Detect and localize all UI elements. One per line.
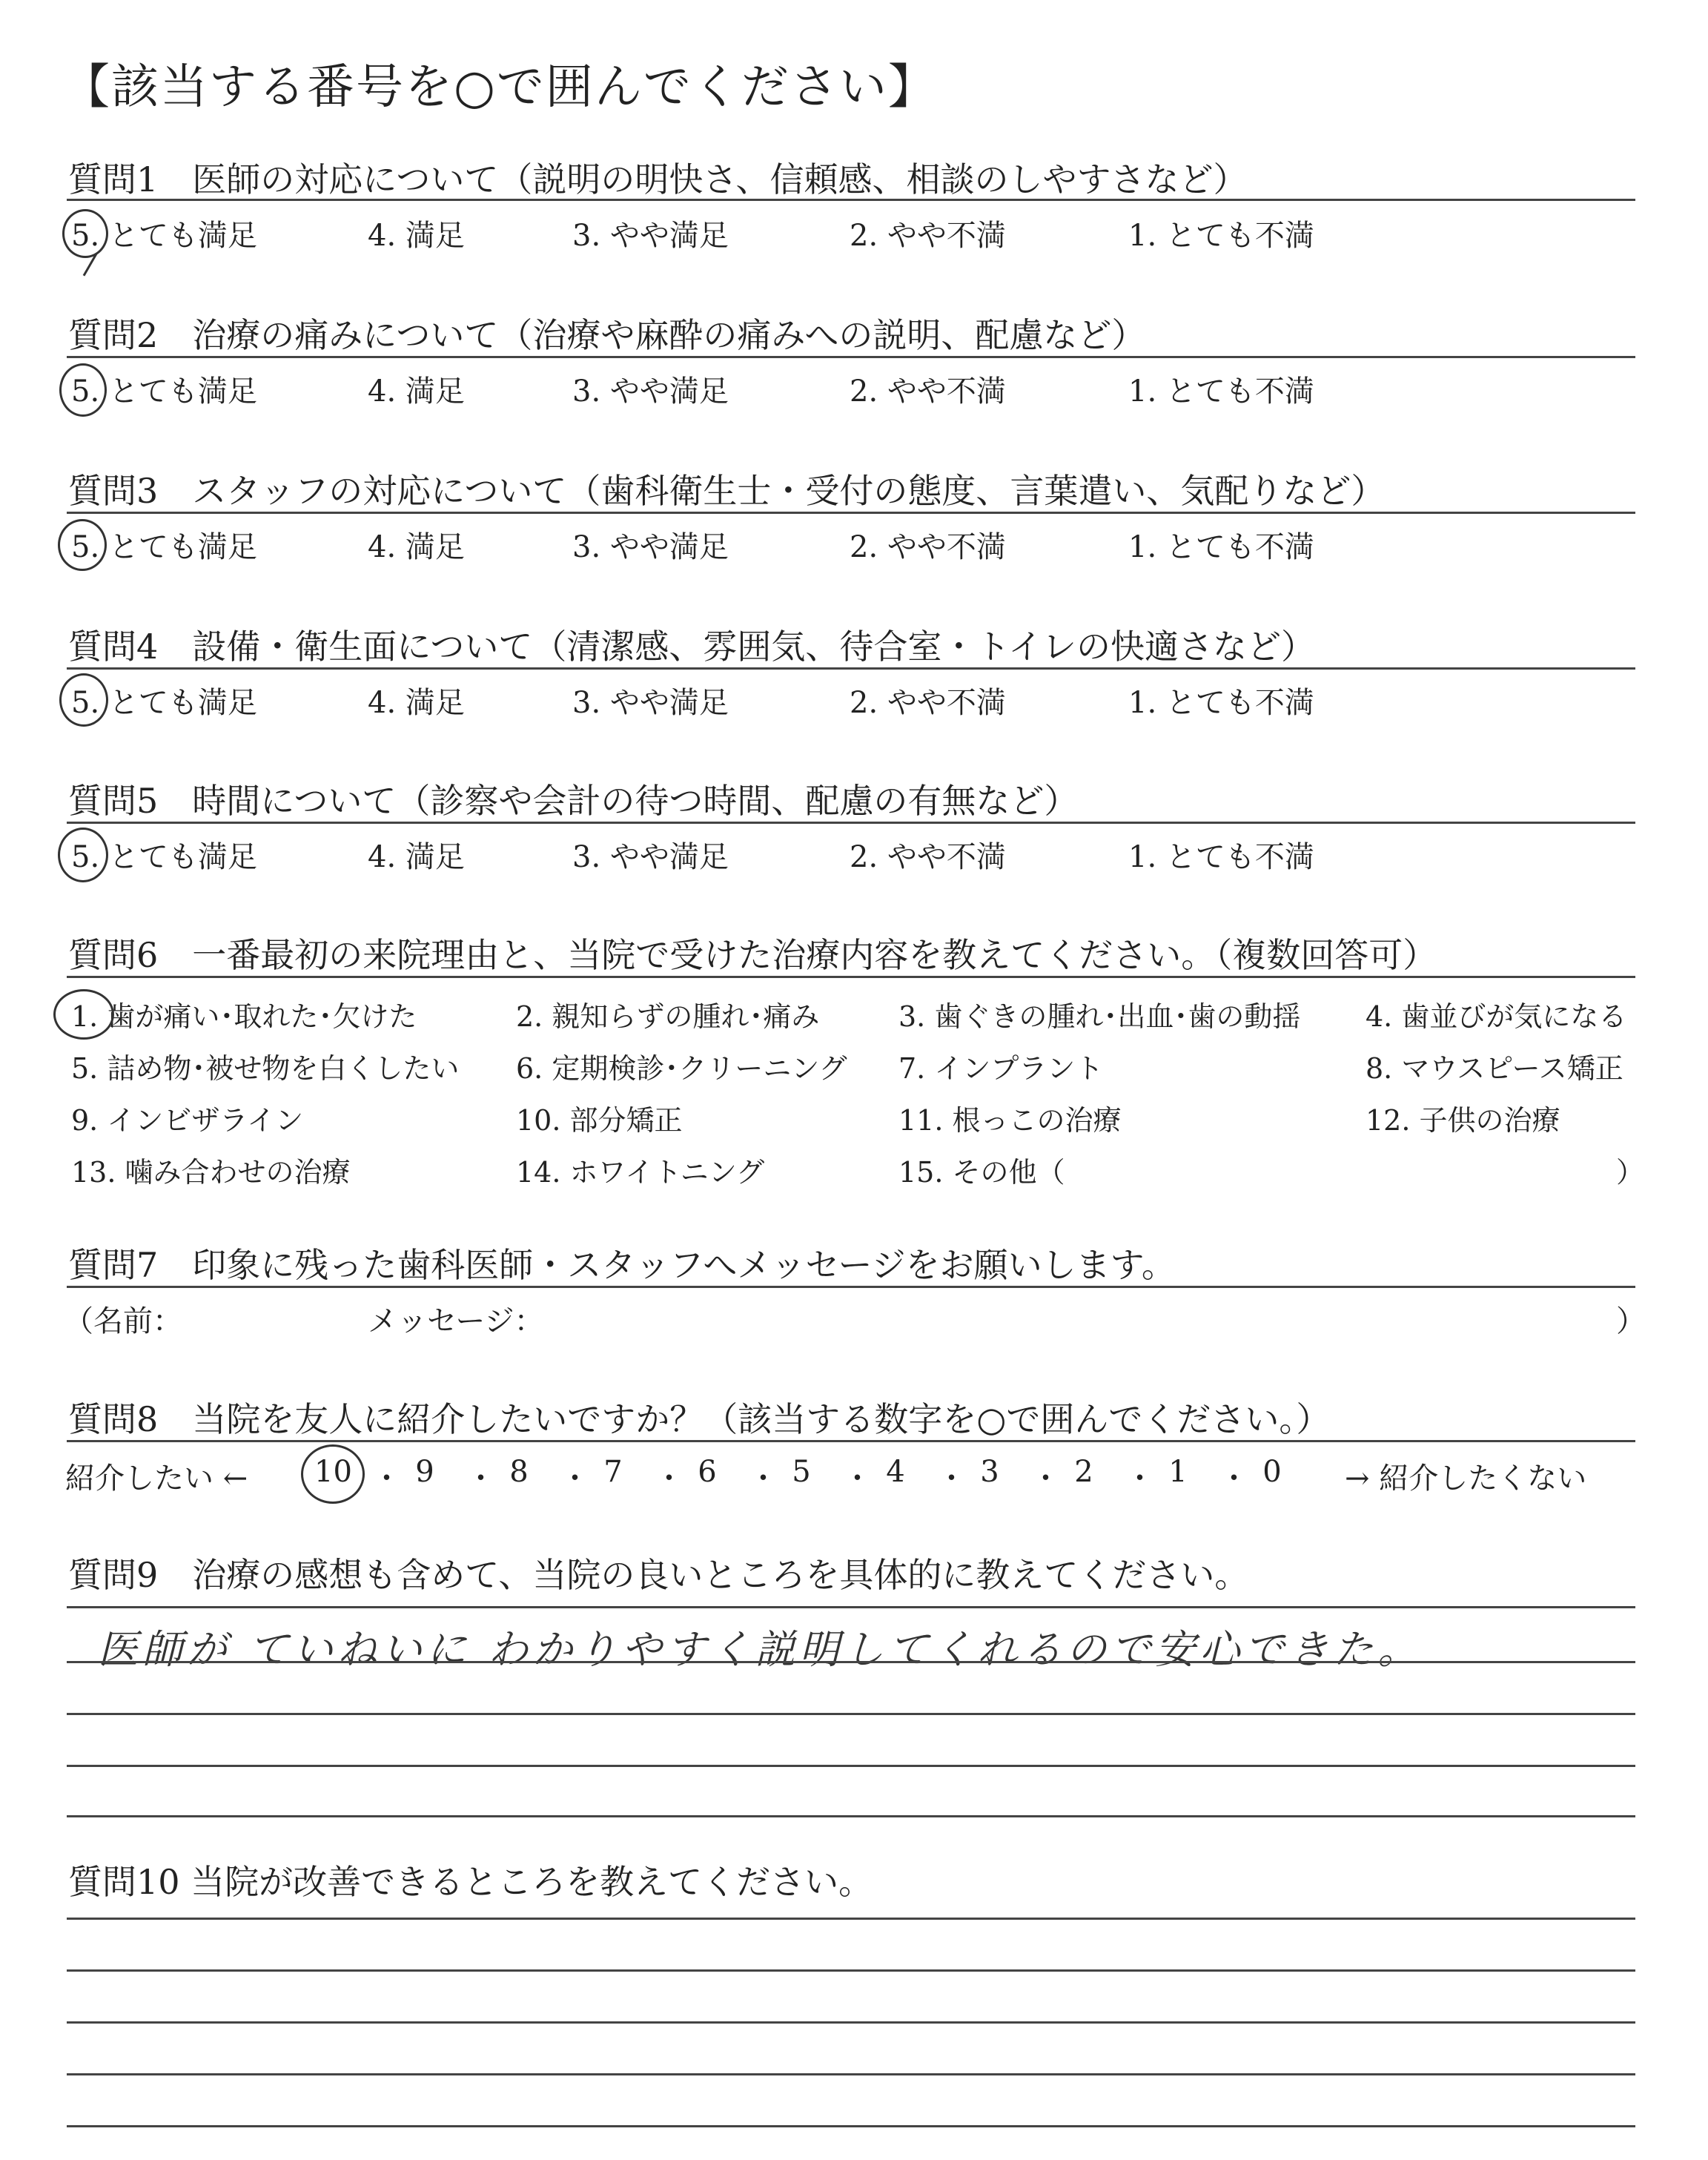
question-5-title: 質問5 時間について（診察や会計の待つ時間、配慮の有無など） xyxy=(68,781,1079,821)
question-3-title: 質問3 スタッフの対応について（歯科衛生士・受付の態度、言葉遣い、気配りなど） xyxy=(68,471,1386,511)
q2-option-2[interactable]: 2. やや不満 xyxy=(850,374,1006,409)
q1-option-1[interactable]: 1. とても不満 xyxy=(1128,219,1314,253)
q6-option-12[interactable]: 12. 子供の治療 xyxy=(1366,1104,1560,1137)
question-4-title: 質問4 設備・衛生面について（清潔感、雰囲気、待合室・トイレの快適さなど） xyxy=(68,627,1316,667)
q8-scale-separator: ・ xyxy=(466,1462,496,1496)
q8-left-label: 紹介したい ← xyxy=(65,1462,248,1496)
q1-option-2[interactable]: 2. やや不満 xyxy=(850,219,1006,253)
q4-option-5[interactable]: 5. とても満足 xyxy=(71,686,257,720)
q8-scale-separator: ・ xyxy=(936,1462,967,1496)
question-1-title: 質問1 医師の対応について（説明の明快さ、信頼感、相談のしやすさなど） xyxy=(68,159,1248,199)
q3-option-2[interactable]: 2. やや不満 xyxy=(850,530,1006,564)
q8-scale-separator: ・ xyxy=(560,1462,590,1496)
question-7-rule xyxy=(67,1286,1635,1288)
q9-line-1 xyxy=(67,1606,1635,1608)
q8-selection-circle xyxy=(301,1444,365,1504)
q4-selection-circle xyxy=(59,673,108,727)
q6-selection-circle xyxy=(53,989,114,1040)
question-2-rule xyxy=(67,356,1635,358)
q8-scale-separator: ・ xyxy=(1030,1462,1061,1496)
q8-scale-6[interactable]: 6 xyxy=(698,1455,717,1489)
q6-option-8[interactable]: 8. マウスピース矯正 xyxy=(1366,1052,1623,1085)
q7-message-label: メッセージ： xyxy=(368,1304,544,1338)
q8-scale-separator: ・ xyxy=(1219,1462,1249,1496)
q2-option-4[interactable]: 4. 満足 xyxy=(368,374,465,409)
q8-scale-2[interactable]: 2 xyxy=(1074,1455,1093,1489)
q5-option-2[interactable]: 2. やや不満 xyxy=(850,840,1006,874)
q9-handwritten-answer[interactable]: 医師が ていねいに わかりやすく説明してくれるので安心できた。 xyxy=(98,1626,1423,1673)
q2-option-5[interactable]: 5. とても満足 xyxy=(71,374,257,409)
q6-option-11[interactable]: 11. 根っこの治療 xyxy=(898,1104,1122,1137)
q6-option-5[interactable]: 5. 詰め物･被せ物を白くしたい xyxy=(71,1052,460,1085)
q9-line-2 xyxy=(67,1661,1635,1663)
q6-option-14[interactable]: 14. ホワイトニング xyxy=(516,1156,765,1189)
q2-option-1[interactable]: 1. とても不満 xyxy=(1128,374,1314,409)
q6-option-4[interactable]: 4. 歯並びが気になる xyxy=(1366,1000,1627,1033)
q5-option-1[interactable]: 1. とても不満 xyxy=(1128,840,1314,874)
q7-name-label: （名前： xyxy=(64,1304,182,1338)
q2-selection-circle xyxy=(59,363,107,417)
question-7-title: 質問7 印象に残った歯科医師・スタッフへメッセージをお願いします。 xyxy=(68,1245,1176,1285)
q6-option-10[interactable]: 10. 部分矯正 xyxy=(516,1104,683,1137)
page-title: 【該当する番号を○で囲んでください】 xyxy=(62,60,937,115)
q6-option-9[interactable]: 9. インビザライン xyxy=(71,1104,304,1137)
q8-scale-5[interactable]: 5 xyxy=(792,1455,811,1489)
q8-scale-separator: ・ xyxy=(371,1462,402,1496)
question-6-rule xyxy=(67,976,1635,978)
question-8-title: 質問8 当院を友人に紹介したいですか？（該当する数字を○で囲んでください。） xyxy=(68,1399,1331,1439)
q10-line-1 xyxy=(67,1918,1635,1920)
q8-scale-7[interactable]: 7 xyxy=(603,1455,623,1489)
q10-line-4 xyxy=(67,2073,1635,2075)
question-9-title: 質問9 治療の感想も含めて、当院の良いところを具体的に教えてください。 xyxy=(68,1555,1249,1595)
q8-scale-0[interactable]: 0 xyxy=(1262,1455,1282,1489)
q3-option-1[interactable]: 1. とても不満 xyxy=(1128,530,1314,564)
q8-scale-separator: ・ xyxy=(842,1462,873,1496)
question-3-rule xyxy=(67,512,1635,514)
q5-option-3[interactable]: 3. やや満足 xyxy=(572,840,729,874)
q4-option-4[interactable]: 4. 満足 xyxy=(368,686,465,720)
q1-option-3[interactable]: 3. やや満足 xyxy=(572,219,729,253)
q6-option-3[interactable]: 3. 歯ぐきの腫れ･出血･歯の動揺 xyxy=(898,1000,1301,1033)
q8-scale-separator: ・ xyxy=(654,1462,684,1496)
q8-scale-10[interactable]: 10 xyxy=(314,1455,352,1489)
q10-line-3 xyxy=(67,2021,1635,2024)
q6-option-1[interactable]: 1. 歯が痛い･取れた･欠けた xyxy=(71,1000,417,1033)
q8-scale-9[interactable]: 9 xyxy=(415,1455,434,1489)
q1-option-5[interactable]: 5. とても満足 xyxy=(71,219,257,253)
q8-scale-4[interactable]: 4 xyxy=(886,1455,905,1489)
q6-other-close-paren: ） xyxy=(1616,1156,1645,1189)
q5-option-5[interactable]: 5. とても満足 xyxy=(71,840,257,874)
q8-scale-8[interactable]: 8 xyxy=(509,1455,529,1489)
question-4-rule xyxy=(67,667,1635,670)
q5-selection-circle xyxy=(58,828,108,882)
q1-option-4[interactable]: 4. 満足 xyxy=(368,219,465,253)
q10-line-2 xyxy=(67,1969,1635,1972)
q6-option-6[interactable]: 6. 定期検診･クリーニング xyxy=(516,1052,847,1085)
q1-selection-circle xyxy=(62,209,108,258)
question-2-title: 質問2 治療の痛みについて（治療や麻酔の痛みへの説明、配慮など） xyxy=(68,315,1146,355)
q2-option-3[interactable]: 3. やや満足 xyxy=(572,374,729,409)
q6-option-2[interactable]: 2. 親知らずの腫れ･痛み xyxy=(516,1000,820,1033)
q7-close-paren: ） xyxy=(1616,1304,1646,1338)
q8-scale-1[interactable]: 1 xyxy=(1168,1455,1188,1489)
q6-option-7[interactable]: 7. インプラント xyxy=(898,1052,1104,1085)
q8-scale-separator: ・ xyxy=(748,1462,778,1496)
question-1-rule xyxy=(67,199,1635,201)
q6-option-15[interactable]: 15. その他（ xyxy=(898,1156,1065,1189)
q8-scale-separator: ・ xyxy=(1125,1462,1155,1496)
question-6-title: 質問6 一番最初の来院理由と、当院で受けた治療内容を教えてください。（複数回答可） xyxy=(68,935,1437,975)
question-10-title: 質問10 当院が改善できるところを教えてください。 xyxy=(68,1862,873,1902)
q8-scale-3[interactable]: 3 xyxy=(980,1455,999,1489)
q4-option-3[interactable]: 3. やや満足 xyxy=(572,686,729,720)
q4-option-2[interactable]: 2. やや不満 xyxy=(850,686,1006,720)
q3-option-5[interactable]: 5. とても満足 xyxy=(71,530,257,564)
question-8-rule xyxy=(67,1440,1635,1442)
q3-option-4[interactable]: 4. 満足 xyxy=(368,530,465,564)
q9-line-4 xyxy=(67,1765,1635,1767)
q4-option-1[interactable]: 1. とても不満 xyxy=(1128,686,1314,720)
q6-option-13[interactable]: 13. 噛み合わせの治療 xyxy=(71,1156,351,1189)
q5-option-4[interactable]: 4. 満足 xyxy=(368,840,465,874)
q3-option-3[interactable]: 3. やや満足 xyxy=(572,530,729,564)
q9-line-5 xyxy=(67,1815,1635,1817)
question-5-rule xyxy=(67,822,1635,824)
q8-right-label: → 紹介したくない xyxy=(1345,1462,1587,1496)
q10-line-5 xyxy=(67,2125,1635,2127)
q3-selection-circle xyxy=(58,519,107,571)
q9-line-3 xyxy=(67,1713,1635,1715)
